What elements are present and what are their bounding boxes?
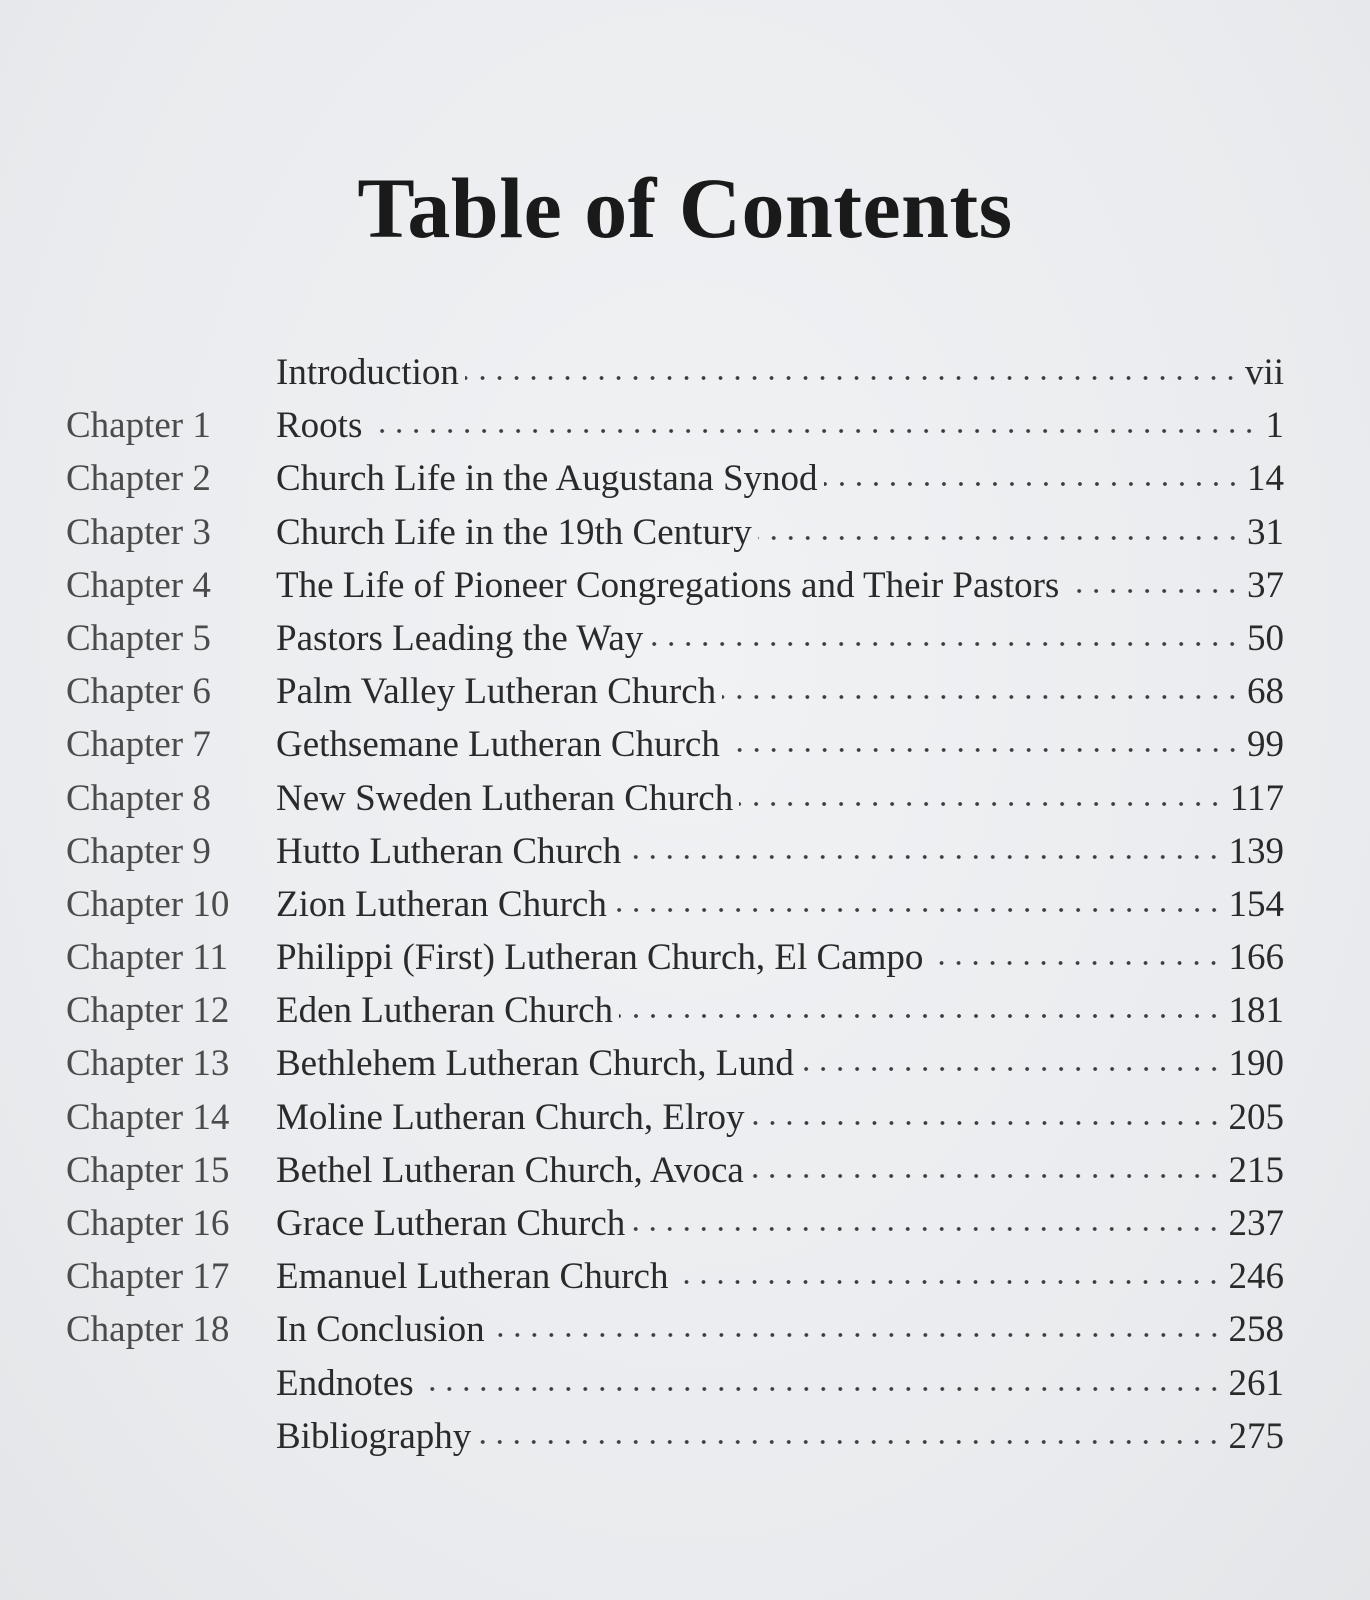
entry-title: Zion Lutheran Church — [276, 883, 607, 925]
dot-leader — [491, 1329, 1223, 1341]
toc-entry — [66, 825, 1284, 878]
dot-leader — [739, 798, 1224, 810]
toc-entry — [66, 931, 1284, 984]
toc-entry — [66, 612, 1284, 665]
page-title: Table of Contents — [357, 159, 1013, 256]
toc-list — [66, 346, 1284, 1463]
toc-entry — [66, 772, 1284, 825]
entry-title: In Conclusion — [276, 1309, 485, 1351]
page-number: vii — [1244, 352, 1284, 393]
chapter-label: Chapter 5 — [66, 617, 211, 659]
entry-title: Emanuel Lutheran Church — [276, 1256, 669, 1298]
page-number: 246 — [1228, 1256, 1284, 1298]
page-number: 14 — [1247, 458, 1284, 500]
entry-title: Grace Lutheran Church — [276, 1203, 626, 1244]
entry-title: Philippi (First) Lutheran Church, El Campo — [276, 937, 924, 979]
toc-entry — [66, 1250, 1284, 1303]
entry-title: Palm Valley Lutheran Church — [276, 671, 717, 713]
toc-entry — [66, 1410, 1284, 1463]
chapter-label: Chapter 11 — [66, 937, 229, 979]
chapter-label: Chapter 3 — [66, 511, 211, 553]
entry-title: Hutto Lutheran Church — [276, 830, 622, 872]
entry-title: Church Life in the Augustana Synod — [276, 458, 818, 500]
entry-title: The Life of Pioneer Congregations and Their Pastors — [276, 564, 1060, 606]
page-number: 50 — [1247, 617, 1284, 659]
chapter-label: Chapter 4 — [66, 564, 211, 606]
entry-title: Gethsemane Lutheran Church — [276, 724, 720, 766]
chapter-label: Chapter 16 — [66, 1203, 230, 1244]
toc-entry — [66, 1357, 1284, 1410]
page-number: 117 — [1229, 777, 1284, 819]
entry-title: Bethlehem Lutheran Church, Lund — [276, 1043, 794, 1085]
entry-title: Bethel Lutheran Church, Avoca — [276, 1149, 744, 1191]
dot-leader — [619, 1010, 1223, 1022]
toc-entry — [66, 718, 1284, 771]
page-number: 181 — [1228, 990, 1284, 1032]
page-number: 37 — [1247, 564, 1284, 606]
page-number: 261 — [1228, 1362, 1284, 1404]
toc-entry — [66, 1197, 1284, 1250]
dot-leader — [758, 532, 1241, 544]
toc-entry — [66, 665, 1284, 718]
page-number: 99 — [1247, 724, 1284, 766]
dot-leader — [631, 1223, 1222, 1235]
entry-title: Moline Lutheran Church, Elroy — [276, 1096, 745, 1138]
chapter-label: Chapter 2 — [66, 458, 211, 500]
chapter-label: Chapter 7 — [66, 724, 211, 766]
page-number: 31 — [1247, 511, 1284, 553]
page-number: 1 — [1265, 405, 1284, 447]
page-number: 215 — [1228, 1149, 1284, 1191]
chapter-label: Chapter 1 — [66, 405, 211, 447]
chapter-label: Chapter 13 — [66, 1043, 230, 1085]
toc-entry — [66, 399, 1284, 452]
toc-entry — [66, 346, 1284, 399]
toc-entry — [66, 1091, 1284, 1144]
dot-leader — [751, 1117, 1223, 1129]
toc-entry — [66, 1303, 1284, 1356]
page-number: 205 — [1228, 1096, 1284, 1138]
dot-leader — [368, 425, 1258, 437]
dot-leader — [1065, 585, 1241, 597]
entry-title: Eden Lutheran Church — [276, 990, 613, 1032]
chapter-label: Chapter 8 — [66, 777, 211, 819]
entry-title: Church Life in the 19th Century — [276, 511, 752, 553]
entry-title: New Sweden Lutheran Church — [276, 777, 734, 819]
dot-leader — [824, 478, 1241, 490]
page-number: 68 — [1247, 671, 1284, 713]
dot-leader — [929, 957, 1222, 969]
dot-leader — [613, 904, 1223, 916]
entry-title: Roots — [276, 405, 363, 447]
toc-entry — [66, 559, 1284, 612]
entry-title: Bibliography — [276, 1415, 472, 1457]
dot-leader — [726, 744, 1241, 756]
toc-entry — [66, 452, 1284, 505]
dot-leader — [420, 1383, 1223, 1395]
dot-leader — [722, 691, 1241, 703]
page-number: 275 — [1228, 1415, 1284, 1457]
chapter-label: Chapter 9 — [66, 830, 211, 872]
chapter-label: Chapter 10 — [66, 883, 230, 925]
chapter-label: Chapter 12 — [66, 990, 230, 1032]
toc-entry — [66, 984, 1284, 1037]
toc-entry — [66, 506, 1284, 559]
dot-leader — [477, 1436, 1222, 1448]
dot-leader — [750, 1170, 1223, 1182]
page-number: 258 — [1228, 1309, 1284, 1351]
entry-title: Endnotes — [276, 1362, 414, 1404]
chapter-label: Chapter 14 — [66, 1096, 230, 1138]
entry-title: Introduction — [276, 352, 459, 393]
dot-leader — [465, 372, 1239, 384]
page-number: 139 — [1228, 830, 1284, 872]
dot-leader — [800, 1063, 1223, 1075]
toc-entry — [66, 878, 1284, 931]
chapter-label: Chapter 15 — [66, 1149, 230, 1191]
page-number: 237 — [1228, 1203, 1284, 1244]
chapter-label: Chapter 6 — [66, 671, 211, 713]
toc-entry — [66, 1144, 1284, 1197]
chapter-label: Chapter 18 — [66, 1309, 230, 1351]
page-number: 154 — [1228, 883, 1284, 925]
entry-title: Pastors Leading the Way — [276, 617, 644, 659]
dot-leader — [649, 638, 1241, 650]
dot-leader — [674, 1276, 1222, 1288]
page-number: 190 — [1228, 1043, 1284, 1085]
dot-leader — [627, 851, 1222, 863]
toc-entry — [66, 1037, 1284, 1090]
chapter-label: Chapter 17 — [66, 1256, 230, 1298]
page-number: 166 — [1228, 937, 1284, 979]
